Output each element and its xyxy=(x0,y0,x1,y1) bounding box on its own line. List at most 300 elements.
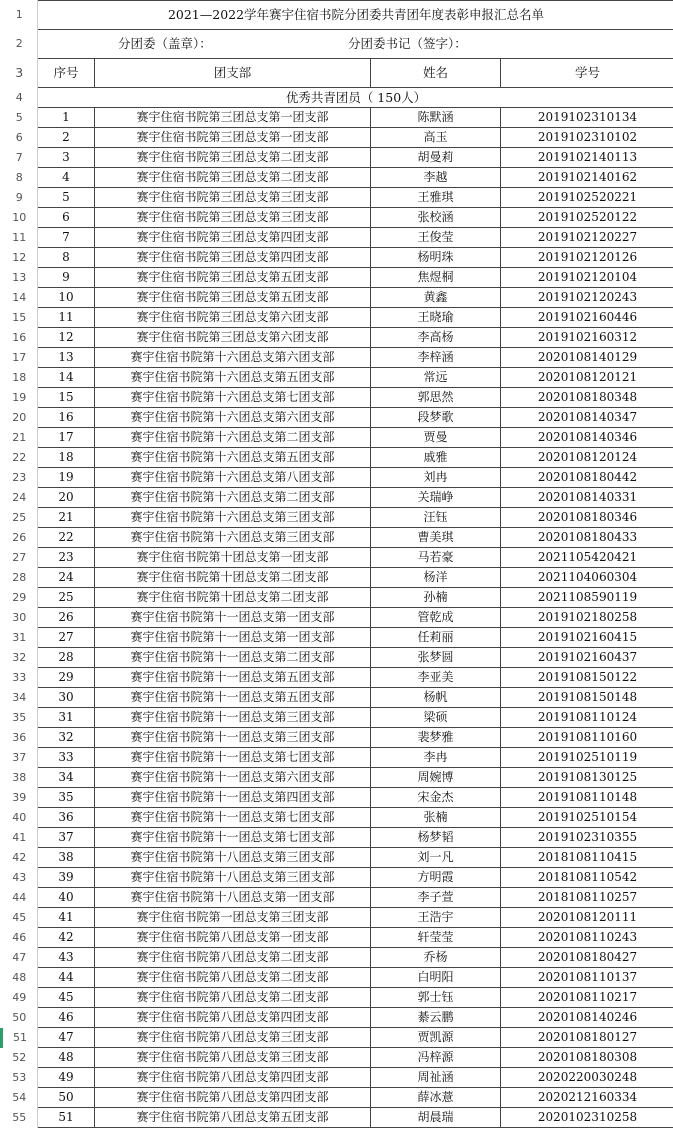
name-cell[interactable]: 方明霞 xyxy=(371,868,501,888)
student-id-cell[interactable]: 2020108180427 xyxy=(501,948,673,968)
table-row xyxy=(2,588,673,608)
row-number[interactable]: 29 xyxy=(2,588,38,608)
name-cell[interactable]: 胡曼莉 xyxy=(371,148,501,168)
index-cell[interactable]: 34 xyxy=(38,768,95,788)
row-number[interactable]: 40 xyxy=(2,808,38,828)
student-id-cell[interactable]: 2019102120243 xyxy=(501,288,673,308)
row-number[interactable]: 18 xyxy=(2,368,38,388)
row-number[interactable]: 8 xyxy=(2,168,38,188)
index-cell[interactable]: 31 xyxy=(38,708,95,728)
name-cell[interactable]: 周婉博 xyxy=(371,768,501,788)
index-cell[interactable]: 20 xyxy=(38,488,95,508)
student-id-cell[interactable]: 2020108120111 xyxy=(501,908,673,928)
row-number[interactable]: 28 xyxy=(2,568,38,588)
row-number[interactable]: 42 xyxy=(2,848,38,868)
student-id-cell[interactable]: 2020108180346 xyxy=(501,508,673,528)
student-id-cell[interactable]: 2019102160446 xyxy=(501,308,673,328)
index-cell[interactable]: 33 xyxy=(38,748,95,768)
student-id-cell[interactable]: 2019102510154 xyxy=(501,808,673,828)
branch-cell[interactable]: 赛宇住宿书院第十六团总支第二团支部 xyxy=(95,488,371,508)
branch-cell[interactable]: 赛宇住宿书院第八团总支第二团支部 xyxy=(95,948,371,968)
student-id-cell[interactable]: 2020108120121 xyxy=(501,368,673,388)
stamp-label: 分团委（盖章）： xyxy=(118,30,268,58)
name-cell[interactable]: 焦煜桐 xyxy=(371,268,501,288)
table-row xyxy=(2,468,673,488)
name-cell[interactable]: 刘冉 xyxy=(371,468,501,488)
table-row xyxy=(2,128,673,148)
student-id-cell[interactable]: 2019102140113 xyxy=(501,148,673,168)
row-number[interactable]: 33 xyxy=(2,668,38,688)
branch-cell[interactable]: 赛宇住宿书院第八团总支第二团支部 xyxy=(95,968,371,988)
index-cell[interactable]: 2 xyxy=(38,128,95,148)
name-cell[interactable]: 李子萱 xyxy=(371,888,501,908)
name-cell[interactable]: 李越 xyxy=(371,168,501,188)
student-id-cell[interactable]: 2018108110542 xyxy=(501,868,673,888)
name-cell[interactable]: 常远 xyxy=(371,368,501,388)
student-id-cell[interactable]: 2019102180258 xyxy=(501,608,673,628)
index-cell[interactable]: 18 xyxy=(38,448,95,468)
row-number[interactable]: 35 xyxy=(2,708,38,728)
student-id-cell[interactable]: 2020108120124 xyxy=(501,448,673,468)
index-cell[interactable]: 4 xyxy=(38,168,95,188)
row-number[interactable]: 47 xyxy=(2,948,38,968)
row-number[interactable]: 21 xyxy=(2,428,38,448)
index-cell[interactable]: 8 xyxy=(38,248,95,268)
row-number[interactable]: 2 xyxy=(2,30,38,59)
name-cell[interactable]: 李梓涵 xyxy=(371,348,501,368)
student-id-cell[interactable]: 2019102160415 xyxy=(501,628,673,648)
name-cell[interactable]: 张梦圆 xyxy=(371,648,501,668)
row-number[interactable]: 24 xyxy=(2,488,38,508)
branch-cell[interactable]: 赛宇住宿书院第八团总支第一团支部 xyxy=(95,928,371,948)
student-id-cell[interactable]: 2019102520221 xyxy=(501,188,673,208)
name-cell[interactable]: 李冉 xyxy=(371,748,501,768)
name-cell[interactable]: 黄鑫 xyxy=(371,288,501,308)
row-number[interactable]: 31 xyxy=(2,628,38,648)
branch-cell[interactable]: 赛宇住宿书院第十一团总支第四团支部 xyxy=(95,788,371,808)
branch-cell[interactable]: 赛宇住宿书院第三团总支第五团支部 xyxy=(95,288,371,308)
name-cell[interactable]: 郭士钰 xyxy=(371,988,501,1008)
row-number[interactable]: 37 xyxy=(2,748,38,768)
row-number[interactable]: 4 xyxy=(2,88,38,108)
table-row xyxy=(2,308,673,328)
branch-cell[interactable]: 赛宇住宿书院第十一团总支第二团支部 xyxy=(95,648,371,668)
row-number[interactable]: 39 xyxy=(2,788,38,808)
table-row xyxy=(2,628,673,648)
index-cell[interactable]: 41 xyxy=(38,908,95,928)
branch-cell[interactable]: 赛宇住宿书院第八团总支第四团支部 xyxy=(95,1088,371,1108)
row-number[interactable]: 11 xyxy=(2,228,38,248)
name-cell[interactable]: 马若豪 xyxy=(371,548,501,568)
student-id-cell[interactable]: 2019102140162 xyxy=(501,168,673,188)
index-cell[interactable]: 22 xyxy=(38,528,95,548)
row-number[interactable]: 17 xyxy=(2,348,38,368)
branch-cell[interactable]: 赛宇住宿书院第三团总支第一团支部 xyxy=(95,108,371,128)
index-cell[interactable]: 27 xyxy=(38,628,95,648)
table-row xyxy=(2,848,673,868)
table-row xyxy=(2,788,673,808)
row-number[interactable]: 19 xyxy=(2,388,38,408)
name-cell[interactable]: 孙楠 xyxy=(371,588,501,608)
branch-cell[interactable]: 赛宇住宿书院第十团总支第一团支部 xyxy=(95,548,371,568)
index-cell[interactable]: 21 xyxy=(38,508,95,528)
index-cell[interactable]: 7 xyxy=(38,228,95,248)
name-cell[interactable]: 王浩宇 xyxy=(371,908,501,928)
name-cell[interactable]: 张校涵 xyxy=(371,208,501,228)
student-id-cell[interactable]: 2018108110415 xyxy=(501,848,673,868)
name-cell[interactable]: 汪钰 xyxy=(371,508,501,528)
row-number[interactable]: 50 xyxy=(2,1008,38,1028)
name-cell[interactable]: 李高杨 xyxy=(371,328,501,348)
index-cell[interactable]: 46 xyxy=(38,1008,95,1028)
table-row xyxy=(2,368,673,388)
student-id-cell[interactable]: 2019102310102 xyxy=(501,128,673,148)
index-cell[interactable]: 16 xyxy=(38,408,95,428)
index-cell[interactable]: 6 xyxy=(38,208,95,228)
signature-cell[interactable] xyxy=(38,30,673,59)
table-row xyxy=(2,288,673,308)
branch-cell[interactable]: 赛宇住宿书院第八团总支第四团支部 xyxy=(95,1068,371,1088)
branch-cell[interactable]: 赛宇住宿书院第十六团总支第八团支部 xyxy=(95,468,371,488)
table-row xyxy=(2,608,673,628)
name-cell[interactable]: 曹美琪 xyxy=(371,528,501,548)
index-cell[interactable]: 47 xyxy=(38,1028,95,1048)
table-row xyxy=(2,748,673,768)
student-id-cell[interactable]: 2020108110137 xyxy=(501,968,673,988)
row-number[interactable]: 23 xyxy=(2,468,38,488)
table-row xyxy=(2,548,673,568)
table-row xyxy=(2,508,673,528)
branch-cell[interactable]: 赛宇住宿书院第十六团总支第七团支部 xyxy=(95,388,371,408)
student-id-cell[interactable]: 2019102310355 xyxy=(501,828,673,848)
student-id-cell[interactable]: 2019102120126 xyxy=(501,248,673,268)
row-number[interactable]: 51 xyxy=(2,1028,38,1048)
student-id-cell[interactable]: 2019108110160 xyxy=(501,728,673,748)
index-cell[interactable]: 38 xyxy=(38,848,95,868)
row-number[interactable]: 22 xyxy=(2,448,38,468)
index-cell[interactable]: 26 xyxy=(38,608,95,628)
index-cell[interactable]: 42 xyxy=(38,928,95,948)
name-cell[interactable]: 任莉丽 xyxy=(371,628,501,648)
branch-cell[interactable]: 赛宇住宿书院第三团总支第六团支部 xyxy=(95,308,371,328)
index-cell[interactable]: 44 xyxy=(38,968,95,988)
index-cell[interactable]: 25 xyxy=(38,588,95,608)
branch-cell[interactable]: 赛宇住宿书院第三团总支第一团支部 xyxy=(95,128,371,148)
row-number[interactable]: 34 xyxy=(2,688,38,708)
student-id-cell[interactable]: 2020212160334 xyxy=(501,1088,673,1108)
student-id-cell[interactable]: 2020108140346 xyxy=(501,428,673,448)
index-cell[interactable]: 5 xyxy=(38,188,95,208)
student-id-cell[interactable]: 2020108140347 xyxy=(501,408,673,428)
student-id-cell[interactable]: 2020108180348 xyxy=(501,388,673,408)
row-number[interactable]: 26 xyxy=(2,528,38,548)
row-number[interactable]: 7 xyxy=(2,148,38,168)
name-cell[interactable]: 梁硕 xyxy=(371,708,501,728)
student-id-cell[interactable]: 2020108110217 xyxy=(501,988,673,1008)
table-row xyxy=(2,248,673,268)
student-id-cell[interactable]: 2019108150148 xyxy=(501,688,673,708)
header-name[interactable]: 姓名 xyxy=(371,59,501,88)
branch-cell[interactable]: 赛宇住宿书院第十八团总支第三团支部 xyxy=(95,868,371,888)
branch-cell[interactable]: 赛宇住宿书院第三团总支第三团支部 xyxy=(95,188,371,208)
table-row xyxy=(2,148,673,168)
branch-cell[interactable]: 赛宇住宿书院第十六团总支第五团支部 xyxy=(95,368,371,388)
branch-cell[interactable]: 赛宇住宿书院第十一团总支第五团支部 xyxy=(95,668,371,688)
index-cell[interactable]: 24 xyxy=(38,568,95,588)
index-cell[interactable]: 1 xyxy=(38,108,95,128)
student-id-cell[interactable]: 2020108180127 xyxy=(501,1028,673,1048)
row-number[interactable]: 14 xyxy=(2,288,38,308)
name-cell[interactable]: 关瑞峥 xyxy=(371,488,501,508)
name-cell[interactable]: 陈默涵 xyxy=(371,108,501,128)
index-cell[interactable]: 23 xyxy=(38,548,95,568)
table-row xyxy=(2,228,673,248)
branch-cell[interactable]: 赛宇住宿书院第十一团总支第六团支部 xyxy=(95,768,371,788)
row-number[interactable]: 36 xyxy=(2,728,38,748)
name-cell[interactable]: 宋金杰 xyxy=(371,788,501,808)
name-cell[interactable]: 薛冰薏 xyxy=(371,1088,501,1108)
student-id-cell[interactable]: 2019102120227 xyxy=(501,228,673,248)
branch-cell[interactable]: 赛宇住宿书院第八团总支第三团支部 xyxy=(95,1048,371,1068)
student-id-cell[interactable]: 2020108180433 xyxy=(501,528,673,548)
index-cell[interactable]: 28 xyxy=(38,648,95,668)
row-number[interactable]: 10 xyxy=(2,208,38,228)
name-cell[interactable]: 贾曼 xyxy=(371,428,501,448)
index-cell[interactable]: 14 xyxy=(38,368,95,388)
table-row xyxy=(2,688,673,708)
secretary-signature-label: 分团委书记（签字）： xyxy=(348,30,467,58)
branch-cell[interactable]: 赛宇住宿书院第三团总支第四团支部 xyxy=(95,228,371,248)
branch-cell[interactable]: 赛宇住宿书院第三团总支第六团支部 xyxy=(95,328,371,348)
branch-cell[interactable]: 赛宇住宿书院第十六团总支第二团支部 xyxy=(95,428,371,448)
index-cell[interactable]: 45 xyxy=(38,988,95,1008)
row-number[interactable]: 43 xyxy=(2,868,38,888)
student-id-cell[interactable]: 2020108110243 xyxy=(501,928,673,948)
name-cell[interactable]: 白明阳 xyxy=(371,968,501,988)
table-row xyxy=(2,328,673,348)
table-row xyxy=(2,488,673,508)
branch-cell[interactable]: 赛宇住宿书院第十一团总支第七团支部 xyxy=(95,828,371,848)
student-id-cell[interactable]: 2019102510119 xyxy=(501,748,673,768)
index-cell[interactable]: 11 xyxy=(38,308,95,328)
name-cell[interactable]: 綦云鹏 xyxy=(371,1008,501,1028)
signature-row xyxy=(2,30,673,59)
row-number[interactable]: 55 xyxy=(2,1108,38,1128)
name-cell[interactable]: 胡晨瑞 xyxy=(371,1108,501,1128)
row-number[interactable]: 32 xyxy=(2,648,38,668)
row-number[interactable]: 38 xyxy=(2,768,38,788)
row-number[interactable]: 3 xyxy=(2,59,38,88)
index-cell[interactable]: 3 xyxy=(38,148,95,168)
name-cell[interactable]: 轩莹莹 xyxy=(371,928,501,948)
branch-cell[interactable]: 赛宇住宿书院第十六团总支第三团支部 xyxy=(95,528,371,548)
header-student-id[interactable]: 学号 xyxy=(501,59,673,88)
row-number[interactable]: 12 xyxy=(2,248,38,268)
branch-cell[interactable]: 赛宇住宿书院第三团总支第三团支部 xyxy=(95,208,371,228)
row-number[interactable]: 49 xyxy=(2,988,38,1008)
table-row xyxy=(2,168,673,188)
student-id-cell[interactable]: 2019102160437 xyxy=(501,648,673,668)
branch-cell[interactable]: 赛宇住宿书院第三团总支第四团支部 xyxy=(95,248,371,268)
index-cell[interactable]: 39 xyxy=(38,868,95,888)
table-row xyxy=(2,888,673,908)
student-id-cell[interactable]: 2020108180308 xyxy=(501,1048,673,1068)
name-cell[interactable]: 王晓瑜 xyxy=(371,308,501,328)
index-cell[interactable]: 12 xyxy=(38,328,95,348)
name-cell[interactable]: 冯梓源 xyxy=(371,1048,501,1068)
branch-cell[interactable]: 赛宇住宿书院第三团总支第二团支部 xyxy=(95,148,371,168)
sheet-title[interactable]: 2021—2022学年赛宇住宿书院分团委共青团年度表彰申报汇总名单 xyxy=(38,1,673,30)
branch-cell[interactable]: 赛宇住宿书院第十六团总支第六团支部 xyxy=(95,348,371,368)
index-cell[interactable]: 40 xyxy=(38,888,95,908)
student-id-cell[interactable]: 2019102120104 xyxy=(501,268,673,288)
name-cell[interactable]: 戚雅 xyxy=(371,448,501,468)
student-id-cell[interactable]: 2018108110257 xyxy=(501,888,673,908)
student-id-cell[interactable]: 2020108140129 xyxy=(501,348,673,368)
header-index[interactable]: 序号 xyxy=(38,59,95,88)
student-id-cell[interactable]: 2019102310134 xyxy=(501,108,673,128)
branch-cell[interactable]: 赛宇住宿书院第三团总支第五团支部 xyxy=(95,268,371,288)
name-cell[interactable]: 贾凯源 xyxy=(371,1028,501,1048)
index-cell[interactable]: 10 xyxy=(38,288,95,308)
name-cell[interactable]: 张楠 xyxy=(371,808,501,828)
index-cell[interactable]: 17 xyxy=(38,428,95,448)
index-cell[interactable]: 37 xyxy=(38,828,95,848)
name-cell[interactable]: 周祉涵 xyxy=(371,1068,501,1088)
branch-cell[interactable]: 赛宇住宿书院第三团总支第二团支部 xyxy=(95,168,371,188)
name-cell[interactable]: 管乾成 xyxy=(371,608,501,628)
row-number[interactable]: 41 xyxy=(2,828,38,848)
row-number[interactable]: 54 xyxy=(2,1088,38,1108)
section-title[interactable]: 优秀共青团员（ 150人） xyxy=(38,88,673,108)
row-number[interactable]: 9 xyxy=(2,188,38,208)
index-cell[interactable]: 48 xyxy=(38,1048,95,1068)
branch-cell[interactable]: 赛宇住宿书院第十一团总支第一团支部 xyxy=(95,608,371,628)
index-cell[interactable]: 49 xyxy=(38,1068,95,1088)
branch-cell[interactable]: 赛宇住宿书院第八团总支第三团支部 xyxy=(95,1028,371,1048)
branch-cell[interactable]: 赛宇住宿书院第十团总支第二团支部 xyxy=(95,568,371,588)
table-row xyxy=(2,348,673,368)
table-row xyxy=(2,768,673,788)
branch-cell[interactable]: 赛宇住宿书院第十六团总支第三团支部 xyxy=(95,508,371,528)
row-number[interactable]: 30 xyxy=(2,608,38,628)
name-cell[interactable]: 王雅琪 xyxy=(371,188,501,208)
index-cell[interactable]: 36 xyxy=(38,808,95,828)
name-cell[interactable]: 郭思然 xyxy=(371,388,501,408)
row-number[interactable]: 16 xyxy=(2,328,38,348)
row-number[interactable]: 46 xyxy=(2,928,38,948)
student-id-cell[interactable]: 2020102310258 xyxy=(501,1108,673,1128)
student-id-cell[interactable]: 2019102160312 xyxy=(501,328,673,348)
index-cell[interactable]: 13 xyxy=(38,348,95,368)
row-number[interactable]: 1 xyxy=(2,1,38,30)
table-row xyxy=(2,988,673,1008)
name-cell[interactable]: 王俊莹 xyxy=(371,228,501,248)
student-id-cell[interactable]: 2019108150122 xyxy=(501,668,673,688)
branch-cell[interactable]: 赛宇住宿书院第十一团总支第三团支部 xyxy=(95,728,371,748)
index-cell[interactable]: 9 xyxy=(38,268,95,288)
branch-cell[interactable]: 赛宇住宿书院第十一团总支第三团支部 xyxy=(95,708,371,728)
row-number[interactable]: 15 xyxy=(2,308,38,328)
name-cell[interactable]: 乔杨 xyxy=(371,948,501,968)
name-cell[interactable]: 杨洋 xyxy=(371,568,501,588)
name-cell[interactable]: 裴梦雅 xyxy=(371,728,501,748)
table-row xyxy=(2,1108,673,1128)
student-id-cell[interactable]: 2019108110148 xyxy=(501,788,673,808)
index-cell[interactable]: 19 xyxy=(38,468,95,488)
row-number[interactable]: 44 xyxy=(2,888,38,908)
branch-cell[interactable]: 赛宇住宿书院第八团总支第四团支部 xyxy=(95,1008,371,1028)
index-cell[interactable]: 30 xyxy=(38,688,95,708)
branch-cell[interactable]: 赛宇住宿书院第十六团总支第五团支部 xyxy=(95,448,371,468)
table-row xyxy=(2,668,673,688)
branch-cell[interactable]: 赛宇住宿书院第十一团总支第七团支部 xyxy=(95,748,371,768)
row-number[interactable]: 53 xyxy=(2,1068,38,1088)
row-number[interactable]: 20 xyxy=(2,408,38,428)
branch-cell[interactable]: 赛宇住宿书院第十一团总支第五团支部 xyxy=(95,688,371,708)
index-cell[interactable]: 51 xyxy=(38,1108,95,1128)
student-id-cell[interactable]: 2019102520122 xyxy=(501,208,673,228)
index-cell[interactable]: 29 xyxy=(38,668,95,688)
name-cell[interactable]: 高玉 xyxy=(371,128,501,148)
student-id-cell[interactable]: 2021104060304 xyxy=(501,568,673,588)
student-id-cell[interactable]: 2019108130125 xyxy=(501,768,673,788)
table-row xyxy=(2,408,673,428)
branch-cell[interactable]: 赛宇住宿书院第十团总支第二团支部 xyxy=(95,588,371,608)
row-number[interactable]: 52 xyxy=(2,1048,38,1068)
row-number[interactable]: 6 xyxy=(2,128,38,148)
index-cell[interactable]: 15 xyxy=(38,388,95,408)
index-cell[interactable]: 35 xyxy=(38,788,95,808)
branch-cell[interactable]: 赛宇住宿书院第十一团总支第七团支部 xyxy=(95,808,371,828)
student-id-cell[interactable]: 2020220030248 xyxy=(501,1068,673,1088)
name-cell[interactable]: 李亚美 xyxy=(371,668,501,688)
table-row xyxy=(2,1048,673,1068)
name-cell[interactable]: 杨帆 xyxy=(371,688,501,708)
row-number[interactable]: 13 xyxy=(2,268,38,288)
name-cell[interactable]: 刘一凡 xyxy=(371,848,501,868)
branch-cell[interactable]: 赛宇住宿书院第十六团总支第六团支部 xyxy=(95,408,371,428)
row-number[interactable]: 5 xyxy=(2,108,38,128)
section-row xyxy=(2,88,673,108)
header-branch[interactable]: 团支部 xyxy=(95,59,371,88)
row-number[interactable]: 45 xyxy=(2,908,38,928)
name-cell[interactable]: 杨明珠 xyxy=(371,248,501,268)
name-cell[interactable]: 段梦歌 xyxy=(371,408,501,428)
student-id-cell[interactable]: 2020108140331 xyxy=(501,488,673,508)
row-number[interactable]: 25 xyxy=(2,508,38,528)
student-id-cell[interactable]: 2020108180442 xyxy=(501,468,673,488)
branch-cell[interactable]: 赛宇住宿书院第十一团总支第一团支部 xyxy=(95,628,371,648)
table-row xyxy=(2,908,673,928)
index-cell[interactable]: 32 xyxy=(38,728,95,748)
student-id-cell[interactable]: 2019108110124 xyxy=(501,708,673,728)
student-id-cell[interactable]: 2020108140246 xyxy=(501,1008,673,1028)
student-id-cell[interactable]: 2021108590119 xyxy=(501,588,673,608)
branch-cell[interactable]: 赛宇住宿书院第十八团总支第三团支部 xyxy=(95,848,371,868)
branch-cell[interactable]: 赛宇住宿书院第八团总支第五团支部 xyxy=(95,1108,371,1128)
row-number[interactable]: 27 xyxy=(2,548,38,568)
branch-cell[interactable]: 赛宇住宿书院第十八团总支第一团支部 xyxy=(95,888,371,908)
name-cell[interactable]: 杨梦韬 xyxy=(371,828,501,848)
student-id-cell[interactable]: 2021105420421 xyxy=(501,548,673,568)
index-cell[interactable]: 50 xyxy=(38,1088,95,1108)
branch-cell[interactable]: 赛宇住宿书院第八团总支第二团支部 xyxy=(95,988,371,1008)
row-number[interactable]: 48 xyxy=(2,968,38,988)
table-row xyxy=(2,948,673,968)
index-cell[interactable]: 43 xyxy=(38,948,95,968)
branch-cell[interactable]: 赛宇住宿书院第一团总支第三团支部 xyxy=(95,908,371,928)
